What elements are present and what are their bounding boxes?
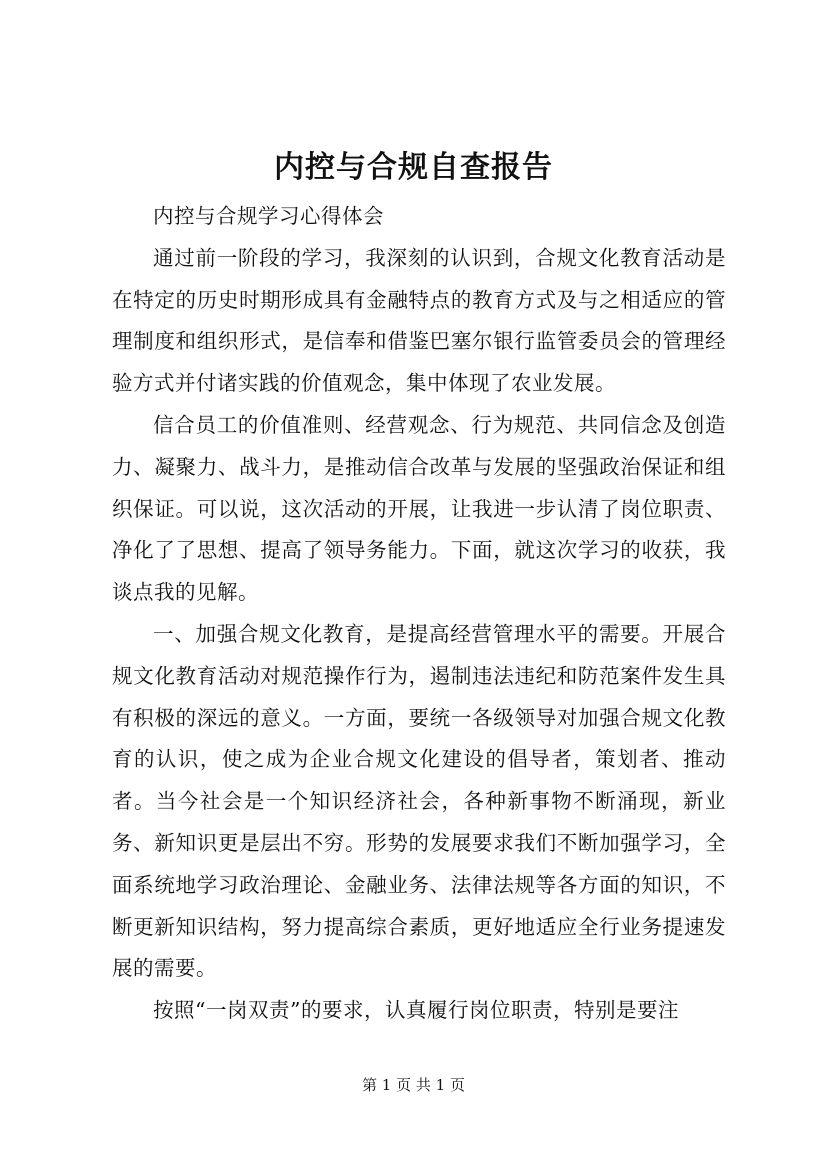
- paragraph: 信合员工的价值准则、经营观念、行为规范、共同信念及创造力、凝聚力、战斗力，是推动信合改革与发展的坚强政治保证和组织保证。可以说，这次活动的开展，让我进一步认清了岗位职责、净化了了思想、提高了领导务能力。下面，就这次学习的收获，我谈点我的见解。: [112, 412, 726, 605]
- document-body: [112, 196, 726, 1032]
- paragraph: 通过前一阶段的学习，我深刻的认识到，合规文化教育活动是在特定的历史时期形成具有金融特点的教育方式及与之相适应的管理制度和组织形式，是信奉和借鉴巴塞尔银行监管委员会的管理经验方式并付诸实践的价值观念，集中体现了农业发展。: [112, 245, 726, 396]
- paragraph: 按照“一岗双责”的要求，认真履行岗位职责，特别是要注: [153, 998, 679, 1023]
- document-title: 内控与合规自查报告: [274, 150, 553, 185]
- paragraph: 一、加强合规文化教育，是提高经营管理水平的需要。开展合规文化教育活动对规范操作行为，遏制违法违纪和防范案件发生具有积极的深远的意义。一方面，要统一各级领导对加强合规文化教育的认识，使之成为企业合规文化建设的倡导者，策划者、推动者。当今社会是一个知识经济社会，各种新事物不断涌现，新业务、新知识更是层出不穷。形势的发展要求我们不断加强学习，全面系统地学习政治理论、金融业务、法律法规等各方面的知识，不断更新知识结构，努力提高综合素质，更好地适应全行业务提速发展的需要。: [112, 621, 726, 981]
- subtitle-paragraph: 内控与合规学习心得体会: [153, 204, 384, 228]
- page-number-footer: 第 1 页 共 1 页: [362, 1076, 465, 1094]
